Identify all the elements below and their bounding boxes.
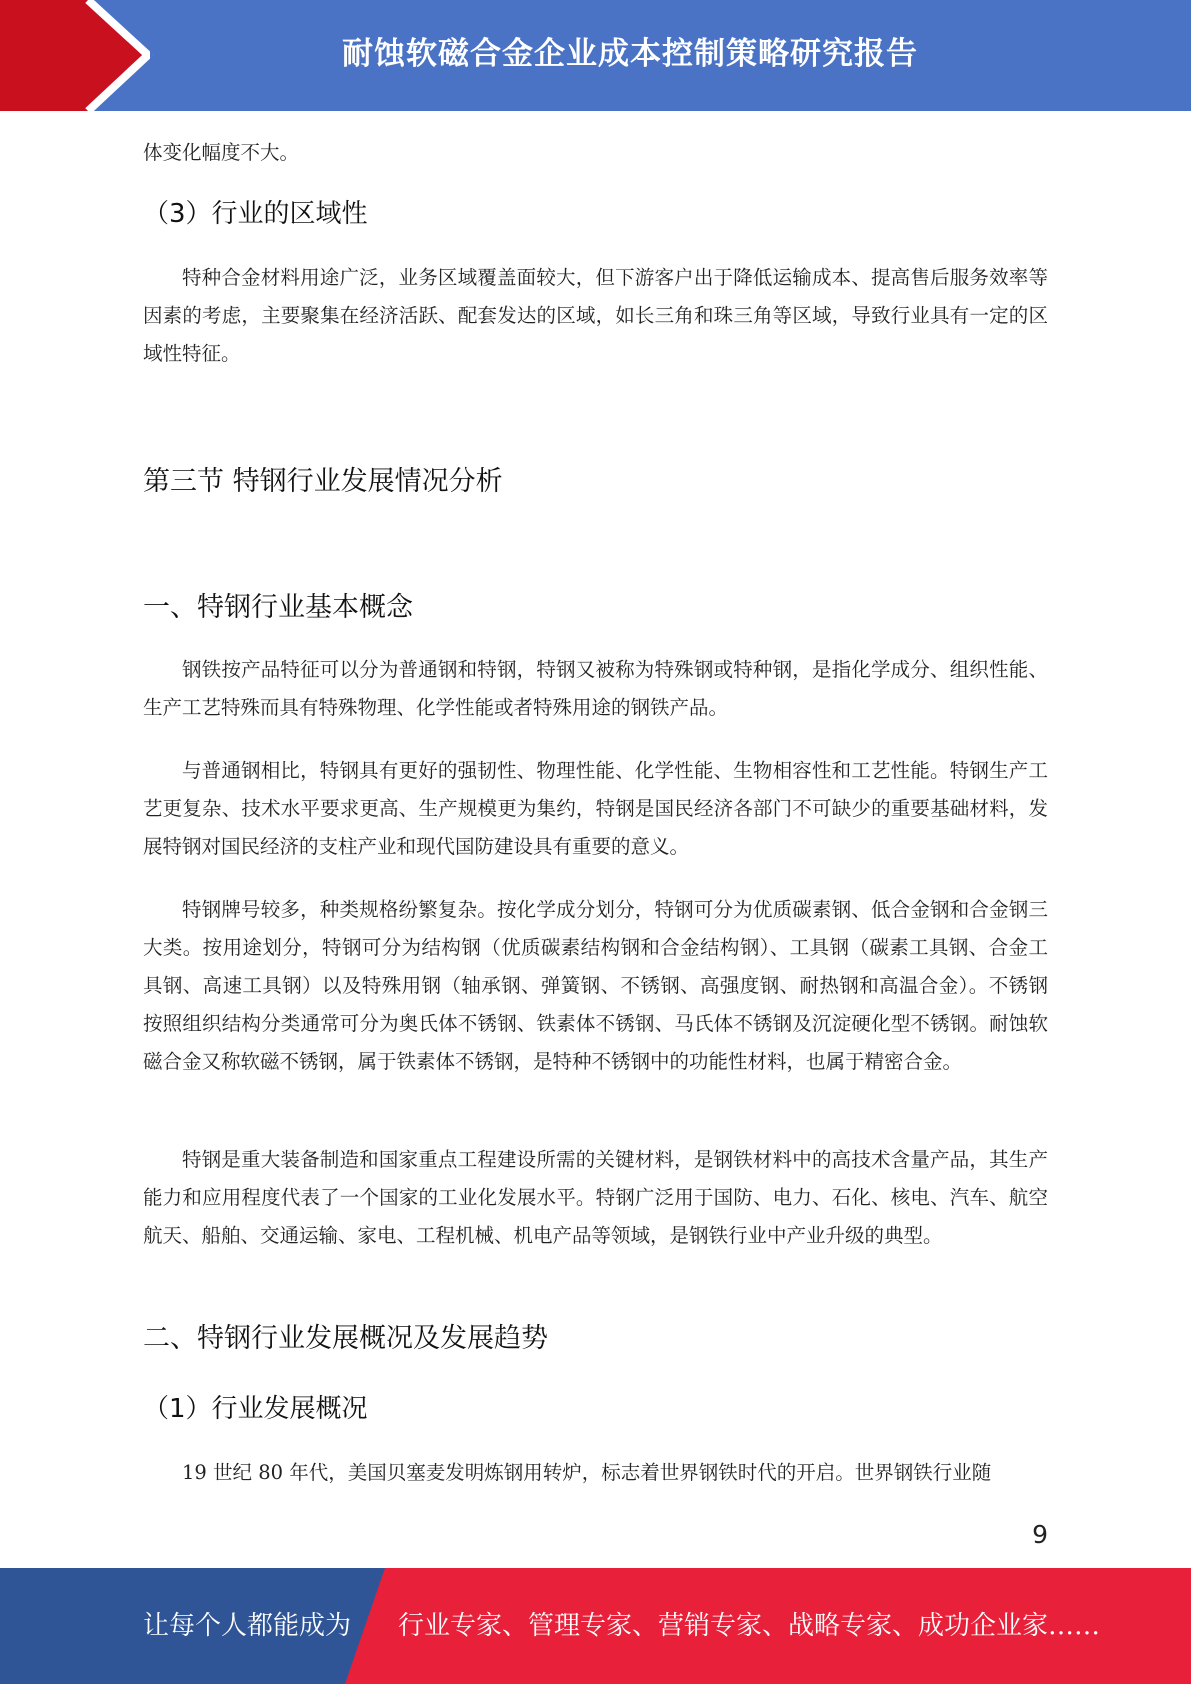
footer-slogan-right: 行业专家、管理专家、营销专家、战略专家、成功企业家…… (398, 1611, 1101, 1641)
paragraph-4: 特钢是重大装备制造和国家重点工程建设所需的关键材料，是钢铁材料中的高技术含量产品，其生产能力和应用程度代表了一个国家的工业化发展水平。特钢广泛用于国防、电力、石化、核电、汽车、航空航天、船舶、交通运输、家电、工程机械、机电产品等领域，是钢铁行业中产业升级的典型。 (143, 1148, 1048, 1247)
subheading-overview: （1）行业发展概况 (143, 1394, 368, 1424)
report-title: 耐蚀软磁合金企业成本控制策略研究报告 (342, 36, 918, 72)
paragraph-continued: 体变化幅度不大。 (143, 141, 300, 164)
section-heading: 第三节 特钢行业发展情况分析 (143, 466, 503, 497)
paragraph-5: 19 世纪 80 年代，美国贝塞麦发明炼钢用转炉，标志着世界钢铁时代的开启。世界钢铁行业随 (182, 1461, 992, 1484)
paragraph-1: 钢铁按产品特征可以分为普通钢和特钢，特钢又被称为特殊钢或特种钢，是指化学成分、组织性能、生产工艺特殊而具有特殊物理、化学性能或者特殊用途的钢铁产品。 (143, 658, 1048, 719)
page-number: 9 (1032, 1520, 1048, 1549)
heading-trend: 二、特钢行业发展概况及发展趋势 (143, 1323, 548, 1354)
subheading-region: （3）行业的区域性 (143, 199, 368, 229)
paragraph-region: 特种合金材料用途广泛，业务区域覆盖面较大，但下游客户出于降低运输成本、提高售后服务效率等因素的考虑，主要聚集在经济活跃、配套发达的区域，如长三角和珠三角等区域，导致行业具有一定的区域性特征。 (143, 266, 1048, 365)
paragraph-3: 特钢牌号较多，种类规格纷繁复杂。按化学成分划分，特钢可分为优质碳素钢、低合金钢和合金钢三大类。按用途划分，特钢可分为结构钢（优质碳素结构钢和合金结构钢）、工具钢（碳素工具钢、合金工具钢、高速工具钢）以及特殊用钢（轴承钢、弹簧钢、不锈钢、高强度钢、耐热钢和高温合金）。不锈钢按照组织结构分类通常可分为奥氏体不锈钢、铁素体不锈钢、马氏体不锈钢及沉淀硬化型不锈钢。耐蚀软磁合金又称软磁不锈钢，属于铁素体不锈钢，是特种不锈钢中的功能性材料，也属于精密合金。 (143, 898, 1048, 1073)
page-header (0, 0, 1191, 111)
heading-concept: 一、特钢行业基本概念 (143, 592, 413, 623)
page-footer (0, 1568, 1191, 1684)
paragraph-2: 与普通钢相比，特钢具有更好的强韧性、物理性能、化学性能、生物相容性和工艺性能。特钢生产工艺更复杂、技术水平要求更高、生产规模更为集约，特钢是国民经济各部门不可缺少的重要基础材料，发展特钢对国民经济的支柱产业和现代国防建设具有重要的意义。 (143, 759, 1048, 858)
footer-slogan-left: 让每个人都能成为 (143, 1611, 352, 1641)
